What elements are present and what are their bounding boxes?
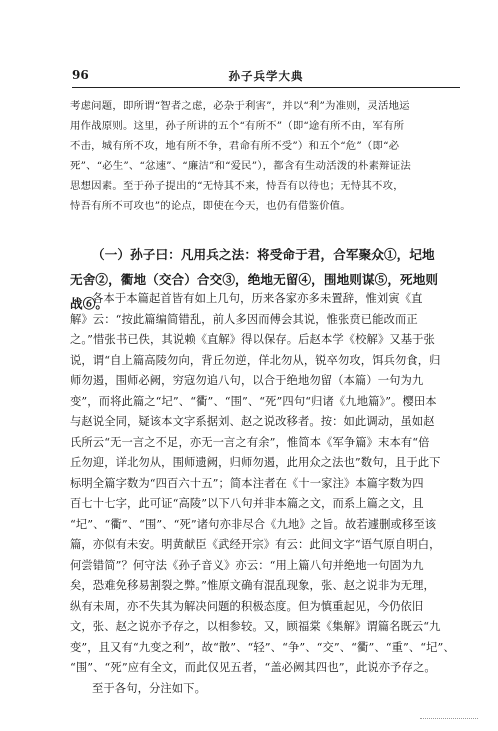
text-line: 至于各句，分注如下。 (92, 681, 206, 695)
text-line: 用作战原则。这里，孙子所讲的五个“有所不”（即“途有所不由，军有所 (70, 120, 405, 132)
text-line: 与赵说全同，疑该本文字系据刘、赵之说改移者。按：如此调动，虽如赵 (70, 415, 435, 428)
scan-edge-mark (420, 718, 478, 719)
text-line: 丘勿迎，详北勿从，围师遗阙，归师勿遏，此用众之法也”数句，且于此下 (70, 456, 441, 469)
commentary-paragraph (70, 289, 462, 699)
heading-line: 战⑥。 (70, 296, 109, 311)
text-line: “围”、“死”应有全文，而此仅见五者，“盖必阙其四也”，此说亦予存之。 (70, 661, 436, 674)
page-header (72, 68, 460, 86)
text-line: 篇，亦似有未安。明黄献臣《武经开宗》有云：此间文字“语气原自明白， (70, 538, 441, 551)
text-line: 之。”惜张书已佚，其说赖《直解》得以保存。后赵本学《校解》又基于张 (70, 333, 435, 346)
text-line: 不击，城有所不攻，地有所不争，君命有所不受”）和五个“危”（即“必 (70, 140, 400, 152)
heading-line: （一）孙子曰：凡用兵之法：将受命于君，合军聚众①，圮地 (92, 247, 435, 262)
text-line: 考虑问题，即所谓“智者之虑，必杂于利害”，并以“利”为准则，灵活地运 (70, 100, 410, 112)
text-line: 解》云：“按此篇编简错乱，前人多因而傅会其说，惟张贲已能改而正 (70, 312, 418, 326)
running-title: 孙子兵学大典 (228, 69, 304, 83)
text-line: “圮”、“衢”、“围”、“死”诸句亦非尽合《九地》之旨。故若遽删或移至该 (70, 517, 437, 531)
text-line: 变”，且又有“九变之利”，故“散”、“轻”、“争”、“交”、“衢”、“重”、“圮”、 (70, 640, 455, 654)
header-rule (72, 87, 460, 88)
text-line: 师勿遏，围师必阙，穷寇勿追八句，以合于绝地勿留（本篇）一句为九 (70, 374, 424, 387)
text-line: 百七十七字，此可证“高陵”以下八句并非本篇之文，而系上篇之文，且 (70, 497, 424, 510)
page-number: 96 (72, 68, 89, 82)
text-line: 纵有未周，亦不失其为解决问题的积极态度。但为慎重起见，今仍依旧 (70, 599, 424, 613)
text-line: 矣，恐难免移易割裂之弊。”惟原文确有混乱现象，张、赵之说非为无理， (70, 579, 435, 592)
text-line: 思想因素。至于孙子提出的“无恃其不来，恃吾有以待也；无恃其不攻， (70, 180, 404, 192)
text-line: 标明全篇字数为“四百六十五”；简本注者在《十一家注》本篇字数为四 (70, 476, 424, 490)
text-line: 各本于本篇起首皆有如上几句，历来各家亦多未置辞，惟刘寅《直 (92, 292, 423, 305)
text-line: 说，谓“自上篇高陵勿向，背丘勿逆，佯北勿从，锐卒勿攻，饵兵勿食，归 (70, 353, 441, 367)
text-line: 何尝错简”？何守法《孙子音义》亦云：“用上篇八句并绝地一句固为九 (70, 558, 424, 572)
text-line: 恃吾有所不可攻也”的论点，即使在今天，也仍有借鉴价值。 (70, 200, 351, 212)
intro-paragraph (70, 96, 462, 216)
text-line: 氏所云“无一言之不足，亦无一言之有余”，惟简本《军争篇》末本有“倍 (70, 435, 430, 449)
heading-line: 无舍②，衢地（交合）合交③，绝地无留④，围地则谋⑤，死地则 (70, 271, 439, 287)
text-line: 文，张、赵之说亦予存之，以相参较。又，顾福棠《集解》谓篇名既云“九 (70, 620, 441, 633)
text-line: 死”、“必生”、“忿速”、“廉洁”和“爱民”），都含有生动活泼的朴素辩证法 (70, 160, 411, 172)
text-line: 变”，而将此篇之“圮”、“衢”、“围”、“死”四句“归诸《九地篇》”。樱田本 (70, 394, 437, 408)
